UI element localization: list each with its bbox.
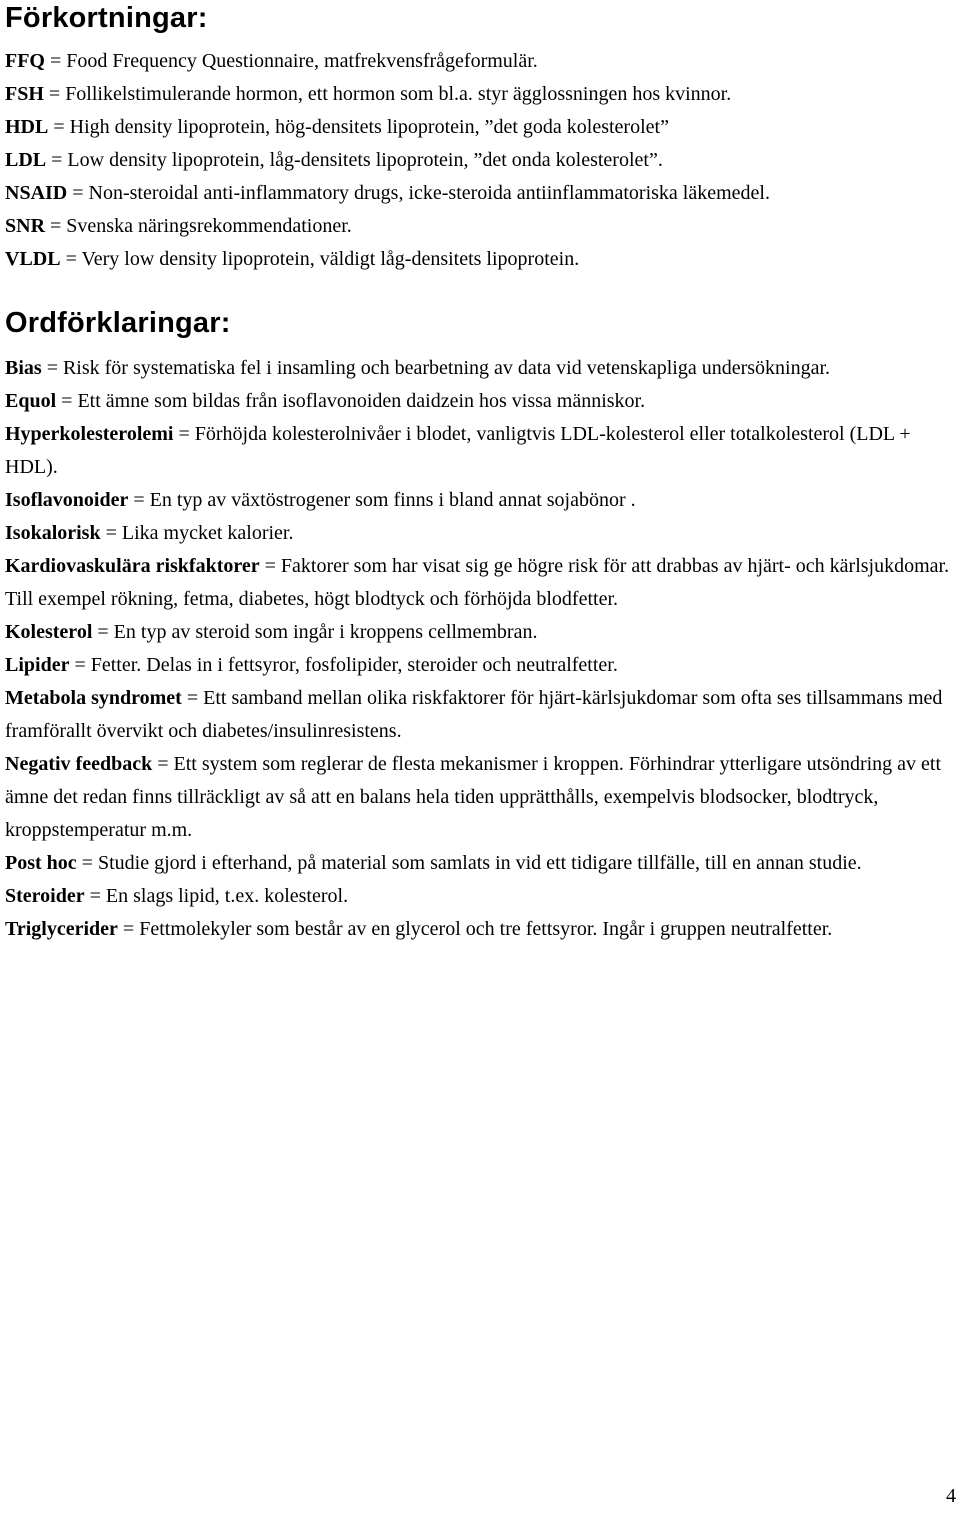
glossary-definition: Ett samband mellan olika riskfaktorer för hjärt-kärlsjukdomar som ofta ses tillsammans med framförallt övervikt och diabetes/insulinresistens. <box>5 687 943 742</box>
glossary-definition: Risk för systematiska fel i insamling och bearbetning av data vid vetenskapliga undersökningar. <box>62 357 831 379</box>
glossary-definition: Fetter. Delas in i fettsyror, fosfolipider, steroider och neutralfetter. <box>90 654 618 676</box>
glossary-entry-equol <box>5 385 955 418</box>
equals-separator: = <box>84 885 106 907</box>
abbreviation-entry-vldl <box>5 243 955 276</box>
glossary-definition: Studie gjord i efterhand, på material som samlats in vid ett tidigare tillfälle, till en annan studie. <box>97 852 862 874</box>
abbreviations-list <box>5 45 955 276</box>
glossary-definition: En typ av växtöstrogener som finns i bland annat sojabönor . <box>149 489 636 511</box>
glossary-entry-bias <box>5 352 955 385</box>
equals-separator: = <box>100 522 122 544</box>
abbreviation-definition: Low density lipoprotein, låg-densitets lipoprotein, ”det onda kolesterolet”. <box>67 149 663 171</box>
glossary-entry-post-hoc <box>5 847 955 880</box>
glossary-term: Bias <box>5 357 42 379</box>
abbreviation-entry-hdl <box>5 111 955 144</box>
glossary-entry-isoflavonoider <box>5 484 955 517</box>
equals-separator: = <box>46 149 68 171</box>
glossary-definition: Ett ämne som bildas från isoflavonoiden daidzein hos vissa människor. <box>77 390 646 412</box>
glossary-definition: Fettmolekyler som består av en glycerol och tre fettsyror. Ingår i gruppen neutralfetter. <box>139 918 833 940</box>
equals-separator: = <box>48 116 70 138</box>
glossary-definition: Faktorer som har visat sig ge högre risk för att drabbas av hjärt- och kärlsjukdomar. Till exempel rökning, fetma, diabetes, högt blodtyck och förhöjda blodfetter. <box>5 555 950 610</box>
equals-separator: = <box>117 918 140 940</box>
glossary-term: Steroider <box>5 885 85 907</box>
glossary-entry-isokalorisk <box>5 517 955 550</box>
equals-separator: = <box>60 248 82 270</box>
equals-separator: = <box>45 215 67 237</box>
glossary-heading: Ordförklaringar: <box>5 307 231 339</box>
glossary-definition: En slags lipid, t.ex. kolesterol. <box>105 885 349 907</box>
abbreviations-heading: Förkortningar: <box>5 2 208 34</box>
abbreviation-entry-nsaid <box>5 177 955 210</box>
equals-separator: = <box>128 489 150 511</box>
abbreviation-term: SNR <box>5 215 46 237</box>
glossary-term: Post hoc <box>5 852 77 874</box>
abbreviation-definition: Non-steroidal anti-inflammatory drugs, icke-steroida antiinflammatoriska läkemedel. <box>88 182 770 204</box>
equals-separator: = <box>181 687 204 709</box>
glossary-term: Kardiovaskulära riskfaktorer <box>5 555 260 577</box>
glossary-entry-kolesterol <box>5 616 955 649</box>
glossary-term: Hyperkolesterolemi <box>5 423 174 445</box>
glossary-term: Isokalorisk <box>5 522 101 544</box>
page-number: 4 <box>946 1485 956 1507</box>
glossary-list <box>5 352 955 946</box>
equals-separator: = <box>41 357 63 379</box>
abbreviation-term: VLDL <box>5 248 61 270</box>
glossary-term: Triglycerider <box>5 918 118 940</box>
glossary-term: Equol <box>5 390 57 412</box>
glossary-entry-steroider <box>5 880 955 913</box>
abbreviation-term: LDL <box>5 149 47 171</box>
abbreviation-term: FFQ <box>5 50 45 72</box>
glossary-entry-negativ-feedback <box>5 748 955 847</box>
abbreviation-entry-ldl <box>5 144 955 177</box>
glossary-definition: Förhöjda kolesterolnivåer i blodet, vanligtvis LDL-kolesterol eller totalkolesterol (LDL + HDL). <box>5 423 911 478</box>
glossary-entry-lipider <box>5 649 955 682</box>
glossary-term: Isoflavonoider <box>5 489 129 511</box>
abbreviation-definition: Very low density lipoprotein, väldigt låg-densitets lipoprotein. <box>81 248 580 270</box>
abbreviation-definition: Food Frequency Questionnaire, matfrekvensfrågeformulär. <box>66 50 538 72</box>
equals-separator: = <box>92 621 114 643</box>
glossary-entry-triglycerider <box>5 913 955 946</box>
abbreviation-entry-ffq <box>5 45 955 78</box>
equals-separator: = <box>67 182 89 204</box>
equals-separator: = <box>56 390 78 412</box>
glossary-entry-metabola-syndromet <box>5 682 955 748</box>
abbreviation-entry-snr <box>5 210 955 243</box>
equals-separator: = <box>259 555 281 577</box>
equals-separator: = <box>173 423 195 445</box>
glossary-term: Kolesterol <box>5 621 93 643</box>
document-page <box>5 0 955 946</box>
glossary-term: Negativ feedback <box>5 753 153 775</box>
equals-separator: = <box>152 753 174 775</box>
equals-separator: = <box>76 852 98 874</box>
equals-separator: = <box>45 50 67 72</box>
glossary-entry-hyperkolesterolemi <box>5 418 955 484</box>
abbreviation-term: NSAID <box>5 182 68 204</box>
glossary-entry-kardiovaskulara-riskfaktorer <box>5 550 955 616</box>
abbreviation-term: HDL <box>5 116 49 138</box>
glossary-definition: Lika mycket kalorier. <box>121 522 294 544</box>
abbreviation-term: FSH <box>5 83 44 105</box>
equals-separator: = <box>69 654 91 676</box>
glossary-term: Metabola syndromet <box>5 687 182 709</box>
glossary-definition: Ett system som reglerar de flesta mekanismer i kroppen. Förhindrar ytterligare utsöndring av ett ämne det redan finns tillräckligt av så att en balans hela tiden upprätthålls, exempelvis blodsocker, blodtryck, kroppstemperatur m.m. <box>5 753 942 841</box>
abbreviation-definition: High density lipoprotein, hög-densitets lipoprotein, ”det goda kolesterolet” <box>69 116 669 138</box>
glossary-term: Lipider <box>5 654 70 676</box>
abbreviation-definition: Svenska näringsrekommendationer. <box>66 215 352 237</box>
abbreviation-definition: Follikelstimulerande hormon, ett hormon som bl.a. styr ägglossningen hos kvinnor. <box>65 83 732 105</box>
glossary-definition: En typ av steroid som ingår i kroppens cellmembran. <box>113 621 538 643</box>
abbreviation-entry-fsh <box>5 78 955 111</box>
equals-separator: = <box>43 83 66 105</box>
